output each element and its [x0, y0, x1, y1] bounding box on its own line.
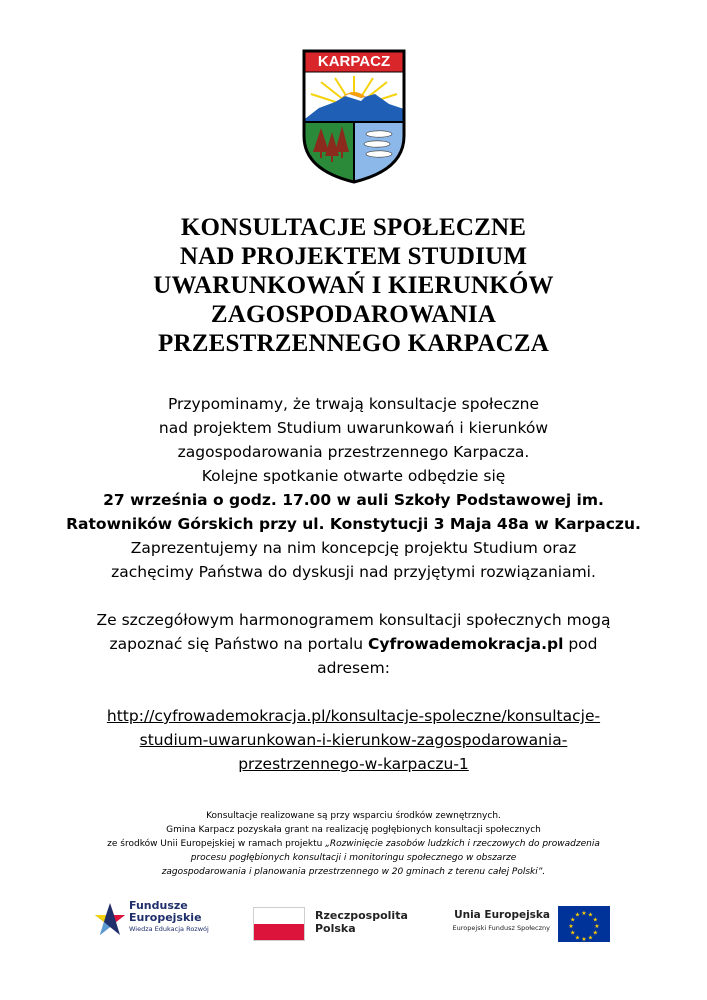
project-name: procesu pogłębionych konsultacji i monitoringu społecznego w obszarze — [190, 853, 517, 863]
fe-text — [129, 900, 209, 935]
svg-text:★: ★ — [587, 911, 594, 919]
announcement-body — [40, 392, 667, 776]
ue-line: Europejski Fundusz Społeczny — [452, 924, 550, 932]
title-line: UWARUNKOWAŃ I KIERUNKÓW — [153, 272, 554, 299]
svg-text:★: ★ — [581, 910, 587, 917]
svg-text:★: ★ — [574, 934, 581, 942]
body-line: Kolejne spotkanie otwarte odbędzie się — [201, 467, 506, 485]
body-line: Przypominamy, że trwają konsultacje społeczne — [167, 395, 540, 413]
note-line: Gmina Karpacz pozyskała grant na realizację pogłębionych konsultacji społecznych — [166, 825, 541, 835]
svg-text:★: ★ — [592, 916, 598, 924]
rp-text — [315, 909, 408, 935]
body-line: nad projektem Studium uwarunkowań i kierunków — [158, 419, 549, 437]
note-text: ze środków Unii Europejskiej w ramach projektu — [107, 839, 326, 849]
meeting-details: 27 września o godz. 17.00 w auli Szkoły Podstawowej im. — [103, 491, 604, 509]
unia-europejska-logo — [438, 906, 613, 944]
crest-shield-icon — [301, 48, 407, 184]
body-line: zachęcimy Państwa do dyskusji nad przyjętymi rozwiązaniami. — [111, 563, 596, 581]
fundusze-europejskie-logo — [95, 897, 230, 947]
svg-text:★: ★ — [570, 929, 576, 937]
rp-line: Polska — [315, 922, 356, 935]
rzeczpospolita-polska-logo — [253, 907, 413, 943]
meeting-details: Ratowników Górskich przy ul. Konstytucji 3 Maja 48a w Karpaczu. — [66, 515, 641, 533]
body-line: zagospodarowania przestrzennego Karpacza. — [177, 443, 530, 461]
link-line[interactable]: studium-uwarunkowan-i-kierunkow-zagospodarowania- — [139, 731, 568, 749]
svg-text:★: ★ — [592, 929, 598, 937]
ue-line: Unia Europejska — [454, 909, 550, 921]
project-name: zagospodarowania i planowania przestrzennego w 20 gminach z terenu całej Polski”. — [161, 867, 546, 877]
svg-text:★: ★ — [570, 916, 576, 924]
ue-text — [438, 908, 550, 934]
page-title — [60, 213, 647, 358]
body-line — [40, 632, 667, 656]
project-name: „Rozwinięcie zasobów ludzkich i rzeczowych do prowadzenia — [325, 839, 600, 849]
body-text: pod — [563, 635, 598, 653]
rp-line: Rzeczpospolita — [315, 909, 408, 922]
funding-note — [40, 809, 667, 879]
polish-flag-icon — [253, 907, 305, 941]
note-line: Konsultacje realizowane są przy wsparciu środków zewnętrznych. — [206, 811, 501, 821]
fe-line: Europejskie — [129, 911, 202, 924]
karpacz-crest — [301, 48, 407, 184]
title-line: NAD PROJEKTEM STUDIUM — [179, 243, 528, 270]
portal-name: Cyfrowademokracja.pl — [368, 635, 564, 653]
fe-tagline: Wiedza Edukacja Rozwój — [129, 925, 209, 933]
consultation-link[interactable] — [40, 704, 667, 776]
svg-text:★: ★ — [568, 923, 574, 930]
body-text: zapoznać się Państwo na portalu — [109, 635, 369, 653]
body-line: Ze szczegółowym harmonogramem konsultacji społecznych mogą — [96, 611, 611, 629]
svg-text:★: ★ — [574, 911, 581, 919]
link-line[interactable]: przestrzennego-w-karpaczu-1 — [238, 755, 469, 773]
note-line — [40, 837, 667, 851]
title-line: PRZESTRZENNEGO KARPACZA — [158, 330, 549, 357]
title-line: ZAGOSPODAROWANIA — [210, 301, 497, 328]
body-line: adresem: — [317, 659, 390, 677]
svg-text:★: ★ — [587, 934, 594, 942]
link-line[interactable]: http://cyfrowademokracja.pl/konsultacje-spoleczne/konsultacje- — [106, 707, 601, 725]
title-line: KONSULTACJE SPOŁECZNE — [180, 214, 527, 241]
fe-line: Fundusze — [129, 899, 188, 912]
note-line — [40, 851, 667, 865]
note-line — [40, 865, 667, 879]
eu-flag-icon — [558, 906, 610, 942]
svg-text:★: ★ — [594, 923, 600, 930]
svg-text:★: ★ — [581, 936, 587, 942]
body-line: Zaprezentujemy na nim koncepcję projektu Studium oraz — [130, 539, 577, 557]
fe-star-icon — [95, 897, 125, 945]
crest-name: KARPACZ — [317, 53, 391, 70]
